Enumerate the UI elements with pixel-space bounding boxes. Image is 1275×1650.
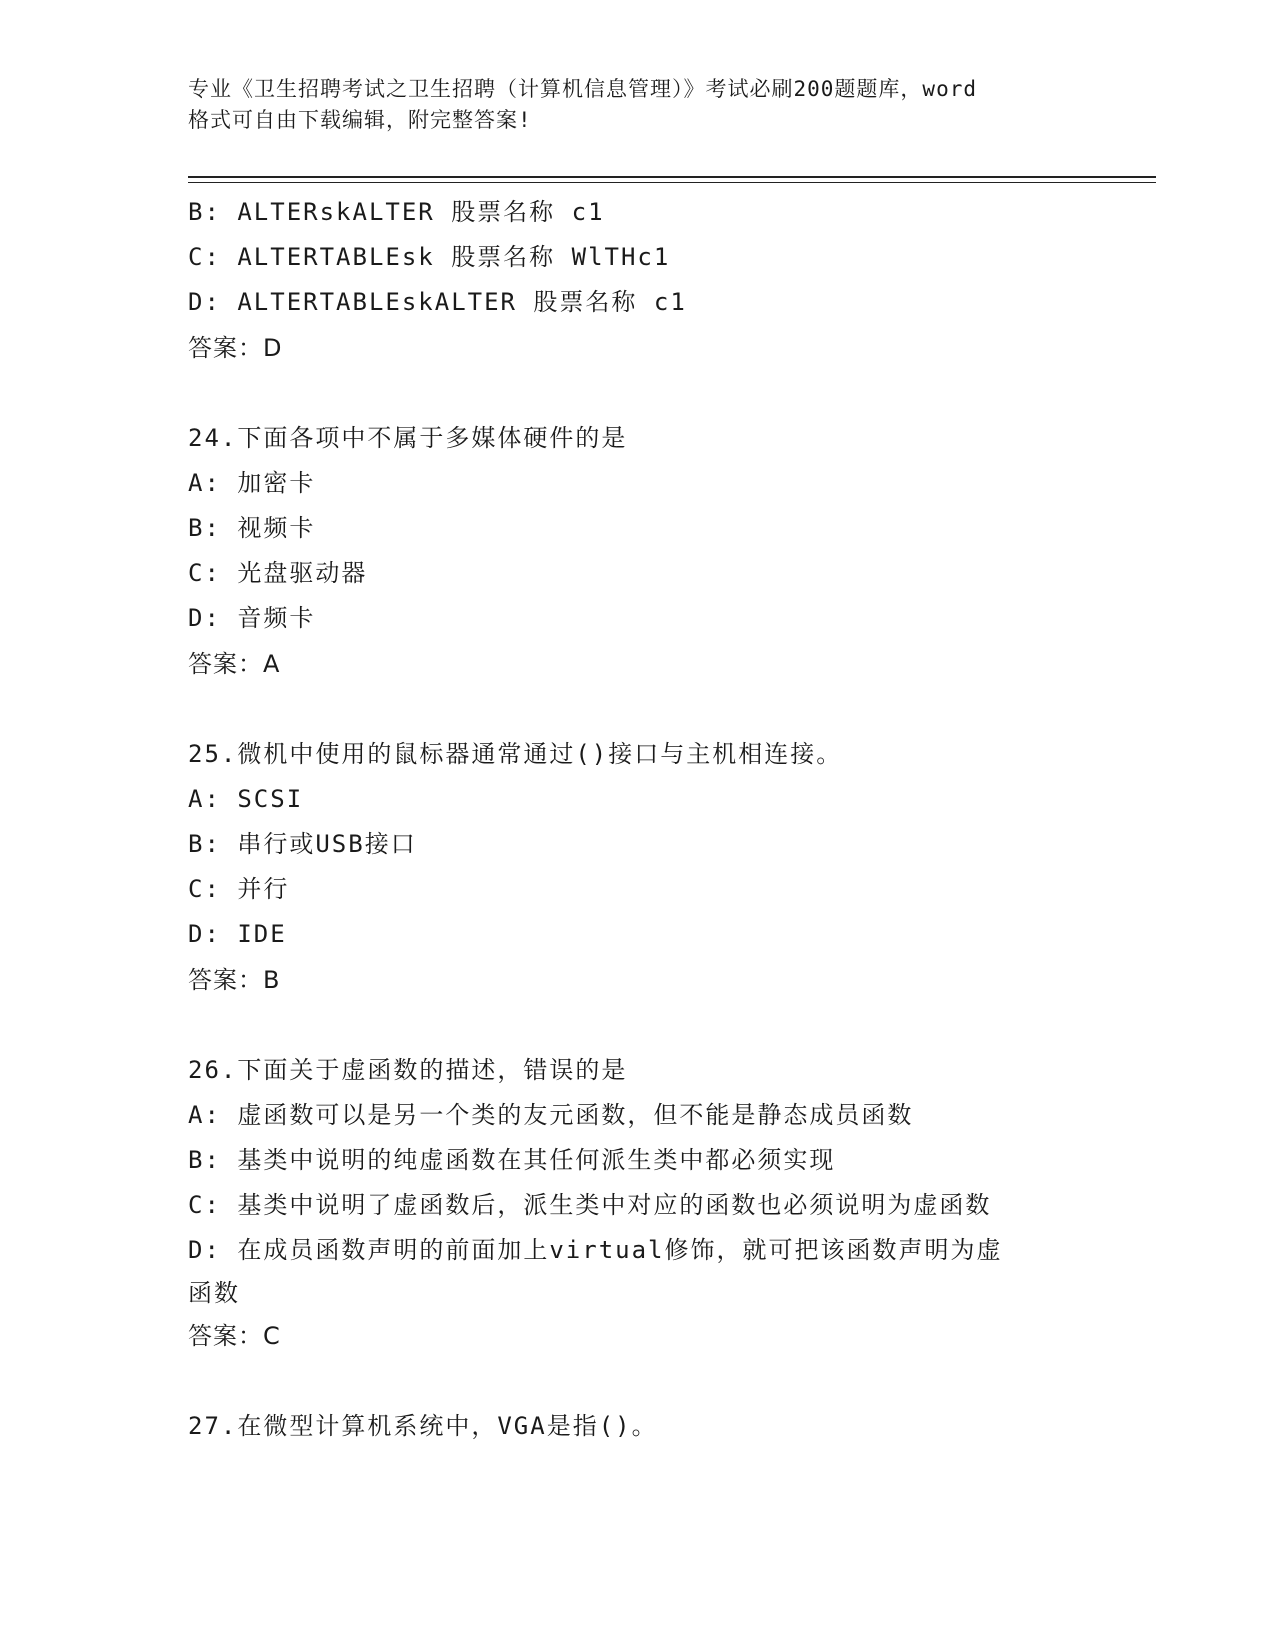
q25-option-b: B: 串行或USB接口 bbox=[188, 830, 417, 858]
q24-option-b: B: 视频卡 bbox=[188, 514, 316, 542]
q25-option-a: A: SCSI bbox=[188, 785, 304, 813]
spacer bbox=[188, 1003, 1088, 1048]
q26-option-d: D: 在成员函数声明的前面加上virtual修饰，就可把该函数声明为虚 bbox=[188, 1236, 1003, 1264]
q26-answer: 答案：C bbox=[188, 1322, 281, 1350]
q25-option-c: C: 并行 bbox=[188, 875, 290, 903]
question-list bbox=[188, 190, 1088, 1449]
q26-question: 26.下面关于虚函数的描述，错误的是 bbox=[188, 1056, 628, 1084]
q27-question: 27.在微型计算机系统中，VGA是指()。 bbox=[188, 1412, 658, 1440]
q25-question: 25.微机中使用的鼠标器通常通过()接口与主机相连接。 bbox=[188, 740, 843, 768]
spacer bbox=[188, 1359, 1088, 1404]
q24-option-a: A: 加密卡 bbox=[188, 469, 316, 497]
q26-option-b: B: 基类中说明的纯虚函数在其任何派生类中都必须实现 bbox=[188, 1146, 836, 1174]
q23-option-d: D: ALTERTABLEskALTER 股票名称 c1 bbox=[188, 288, 687, 316]
header-divider-thick bbox=[188, 176, 1156, 178]
q24-option-d: D: 音频卡 bbox=[188, 604, 316, 632]
q24-answer: 答案：A bbox=[188, 650, 281, 678]
spacer bbox=[188, 371, 1088, 416]
q24-option-c: C: 光盘驱动器 bbox=[188, 559, 368, 587]
q26-option-d-continuation: 函数 bbox=[188, 1279, 240, 1307]
q25-option-d: D: IDE bbox=[188, 920, 287, 948]
q23-answer: 答案：D bbox=[188, 334, 283, 362]
question-26-block bbox=[188, 1048, 1088, 1359]
q23-option-b: B: ALTERskALTER 股票名称 c1 bbox=[188, 198, 605, 226]
question-27-block bbox=[188, 1404, 1088, 1449]
header-line-2: 格式可自由下载编辑，附完整答案! bbox=[188, 108, 532, 132]
q25-answer: 答案：B bbox=[188, 966, 281, 994]
header-line-1: 专业《卫生招聘考试之卫生招聘（计算机信息管理）》考试必刷200题题库，word bbox=[188, 77, 977, 101]
question-25-block bbox=[188, 732, 1088, 1003]
q26-option-a: A: 虚函数可以是另一个类的友元函数，但不能是静态成员函数 bbox=[188, 1101, 914, 1129]
q26-option-c: C: 基类中说明了虚函数后，派生类中对应的函数也必须说明为虚函数 bbox=[188, 1191, 992, 1219]
spacer bbox=[188, 687, 1088, 732]
q23-option-c: C: ALTERTABLEsk 股票名称 WlTHc1 bbox=[188, 243, 671, 271]
question-24-block bbox=[188, 416, 1088, 687]
question-23-block bbox=[188, 190, 1088, 371]
q24-question: 24.下面各项中不属于多媒体硬件的是 bbox=[188, 424, 628, 452]
header-divider-thin bbox=[188, 182, 1156, 183]
document-header bbox=[188, 74, 1088, 136]
